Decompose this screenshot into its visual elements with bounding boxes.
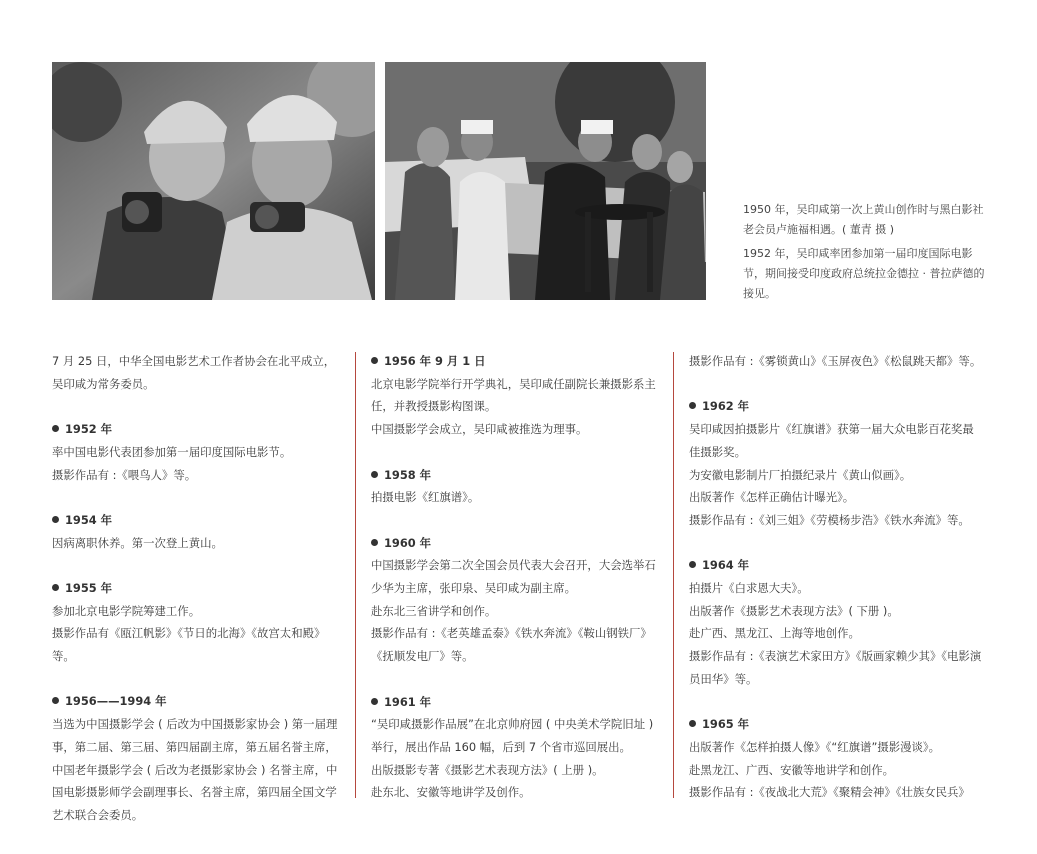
- column-divider: [673, 352, 674, 798]
- timeline-text: 中国摄影学会成立，吴印咸被推选为理事。: [371, 422, 588, 437]
- entry-spacer: [689, 532, 984, 555]
- timeline-text: 当选为中国摄影学会 ( 后改为中国摄影家协会 ) 第一届理事，第二届、第三届、第四届副主席，第五届名誉主席，中国老年摄影学会 ( 后改为老摄影家协会 ) 名誉主席，中国电影摄影师学会副理事长、名誉主席，第四届全国文学艺术联合会委员。: [52, 717, 338, 822]
- entry-spacer: [371, 441, 665, 464]
- timeline-text: 率中国电影代表团参加第一届印度国际电影节。: [52, 444, 292, 459]
- timeline-text: “吴印咸摄影作品展”在北京帅府园 ( 中央美术学院旧址 ) 举行，展出作品 160 幅，后到 7 个省市巡回展出。: [371, 717, 654, 754]
- entry-spacer: [52, 486, 345, 509]
- bullet-icon: [689, 402, 696, 409]
- timeline-year-heading: [371, 464, 665, 487]
- timeline-text: 北京电影学院举行开学典礼，吴印咸任副院长兼摄影系主任，并教授摄影构图课。: [371, 376, 656, 414]
- timeline-text: 因病离职休养。第一次登上黄山。: [52, 535, 223, 550]
- timeline-year: 1956 年 9 月 1 日: [384, 354, 486, 368]
- timeline-text: 出版著作《怎样正确估计曝光》。: [689, 490, 855, 505]
- timeline-year-heading: [689, 395, 984, 418]
- caption-1: 1950 年，吴印咸第一次上黄山创作时与黑白影社老会员卢施福相遇。( 董青 摄 ): [743, 203, 984, 236]
- timeline-text: 摄影作品有 :《表演艺术家田方》《版画家赖少其》《电影演员田华》等。: [689, 649, 982, 686]
- timeline-column-3: [689, 350, 984, 804]
- timeline-year-heading: [52, 418, 345, 441]
- timeline-text: 中国摄影学会第二次全国会员代表大会召开，大会选举石少华为主席，张印泉、吴印咸为副主席。: [371, 558, 656, 595]
- entry-spacer: [689, 373, 984, 396]
- bullet-icon: [371, 471, 378, 478]
- timeline-text: 赴东北三省讲学和创作。: [371, 603, 497, 618]
- timeline-text: 7 月 25 日，中华全国电影艺术工作者协会在北平成立，吴印咸为常务委员。: [52, 354, 336, 391]
- timeline-text: 摄影作品有《瓯江帆影》《节日的北海》《故宫太和殿》等。: [52, 626, 326, 664]
- timeline-text: 摄影作品有 :《喂鸟人》等。: [52, 467, 197, 482]
- timeline-text: 为安徽电影制片厂拍摄纪录片《黄山似画》。: [689, 467, 912, 482]
- timeline-year: 1954 年: [65, 512, 113, 527]
- photo-captions: [743, 200, 988, 308]
- bullet-icon: [689, 561, 696, 568]
- timeline-year-heading: [371, 691, 665, 714]
- timeline-year: 1955 年: [65, 580, 113, 595]
- timeline-column-2: [371, 350, 665, 804]
- timeline-text: 拍摄电影《红旗谱》。: [371, 490, 480, 505]
- timeline-year: 1958 年: [384, 467, 432, 482]
- timeline-year: 1952 年: [65, 422, 113, 437]
- timeline-text: 摄影作品有 :《雾锁黄山》《玉屏夜色》《松鼠跳天都》等。: [689, 354, 982, 368]
- timeline-text: 赴东北、安徽等地讲学及创作。: [371, 785, 531, 800]
- bullet-icon: [52, 697, 59, 704]
- timeline-year-heading: [371, 350, 665, 373]
- timeline-year-heading: [371, 532, 665, 555]
- timeline-text: 拍摄片《白求恩大夫》。: [689, 581, 809, 595]
- timeline-text: 赴广西、黑龙江、上海等地创作。: [689, 626, 860, 641]
- timeline-year-heading: [52, 690, 345, 713]
- timeline-column-1: [52, 350, 345, 827]
- bullet-icon: [371, 539, 378, 546]
- bullet-icon: [52, 516, 59, 523]
- timeline-year: 1964 年: [702, 558, 750, 573]
- timeline-year: 1960 年: [384, 535, 432, 550]
- entry-spacer: [52, 554, 345, 577]
- timeline-year: 1965 年: [702, 717, 750, 732]
- bullet-icon: [52, 425, 59, 432]
- timeline-text: 摄影作品有 :《夜战北大荒》《聚精会神》《壮族女民兵》: [689, 785, 970, 800]
- entry-spacer: [689, 691, 984, 714]
- timeline-text: 吴印咸因拍摄影片《红旗谱》获第一届大众电影百花奖最佳摄影奖。: [689, 422, 974, 459]
- timeline-year-heading: [52, 577, 345, 600]
- timeline-year: 1962 年: [702, 399, 750, 414]
- timeline-year: 1956——1994 年: [65, 694, 167, 709]
- photo-two-photographers: [52, 62, 375, 300]
- bullet-icon: [52, 584, 59, 591]
- timeline-text: 出版著作《怎样拍摄人像》《“红旗谱”摄影漫谈》。: [689, 739, 940, 754]
- entry-spacer: [52, 395, 345, 418]
- timeline-text: 摄影作品有 :《老英雄孟泰》《铁水奔流》《鞍山钢铁厂》《抚顺发电厂》等。: [371, 626, 652, 664]
- timeline-text: 摄影作品有 :《刘三姐》《劳模杨步浩》《铁水奔流》等。: [689, 512, 970, 527]
- photo-india-meeting: [385, 62, 706, 300]
- entry-spacer: [371, 509, 665, 532]
- column-divider: [355, 352, 356, 798]
- timeline-year-heading: [689, 713, 984, 736]
- caption-2: 1952 年，吴印咸率团参加第一届印度国际电影节，期间接受印度政府总统拉金德拉 · 普拉萨德的接见。: [743, 247, 985, 300]
- timeline-text: 出版著作《摄影艺术表现方法》( 下册 )。: [689, 603, 899, 618]
- bullet-icon: [371, 698, 378, 705]
- timeline-text: 参加北京电影学院筹建工作。: [52, 603, 201, 618]
- timeline-year-heading: [689, 554, 984, 577]
- timeline-text: 出版摄影专著《摄影艺术表现方法》( 上册 )。: [371, 762, 604, 777]
- entry-spacer: [371, 668, 665, 691]
- timeline-year-heading: [52, 509, 345, 532]
- timeline-year: 1961 年: [384, 694, 432, 709]
- bullet-icon: [689, 720, 696, 727]
- timeline-text: 赴黑龙江、广西、安徽等地讲学和创作。: [689, 762, 895, 777]
- entry-spacer: [52, 668, 345, 691]
- bullet-icon: [371, 357, 378, 364]
